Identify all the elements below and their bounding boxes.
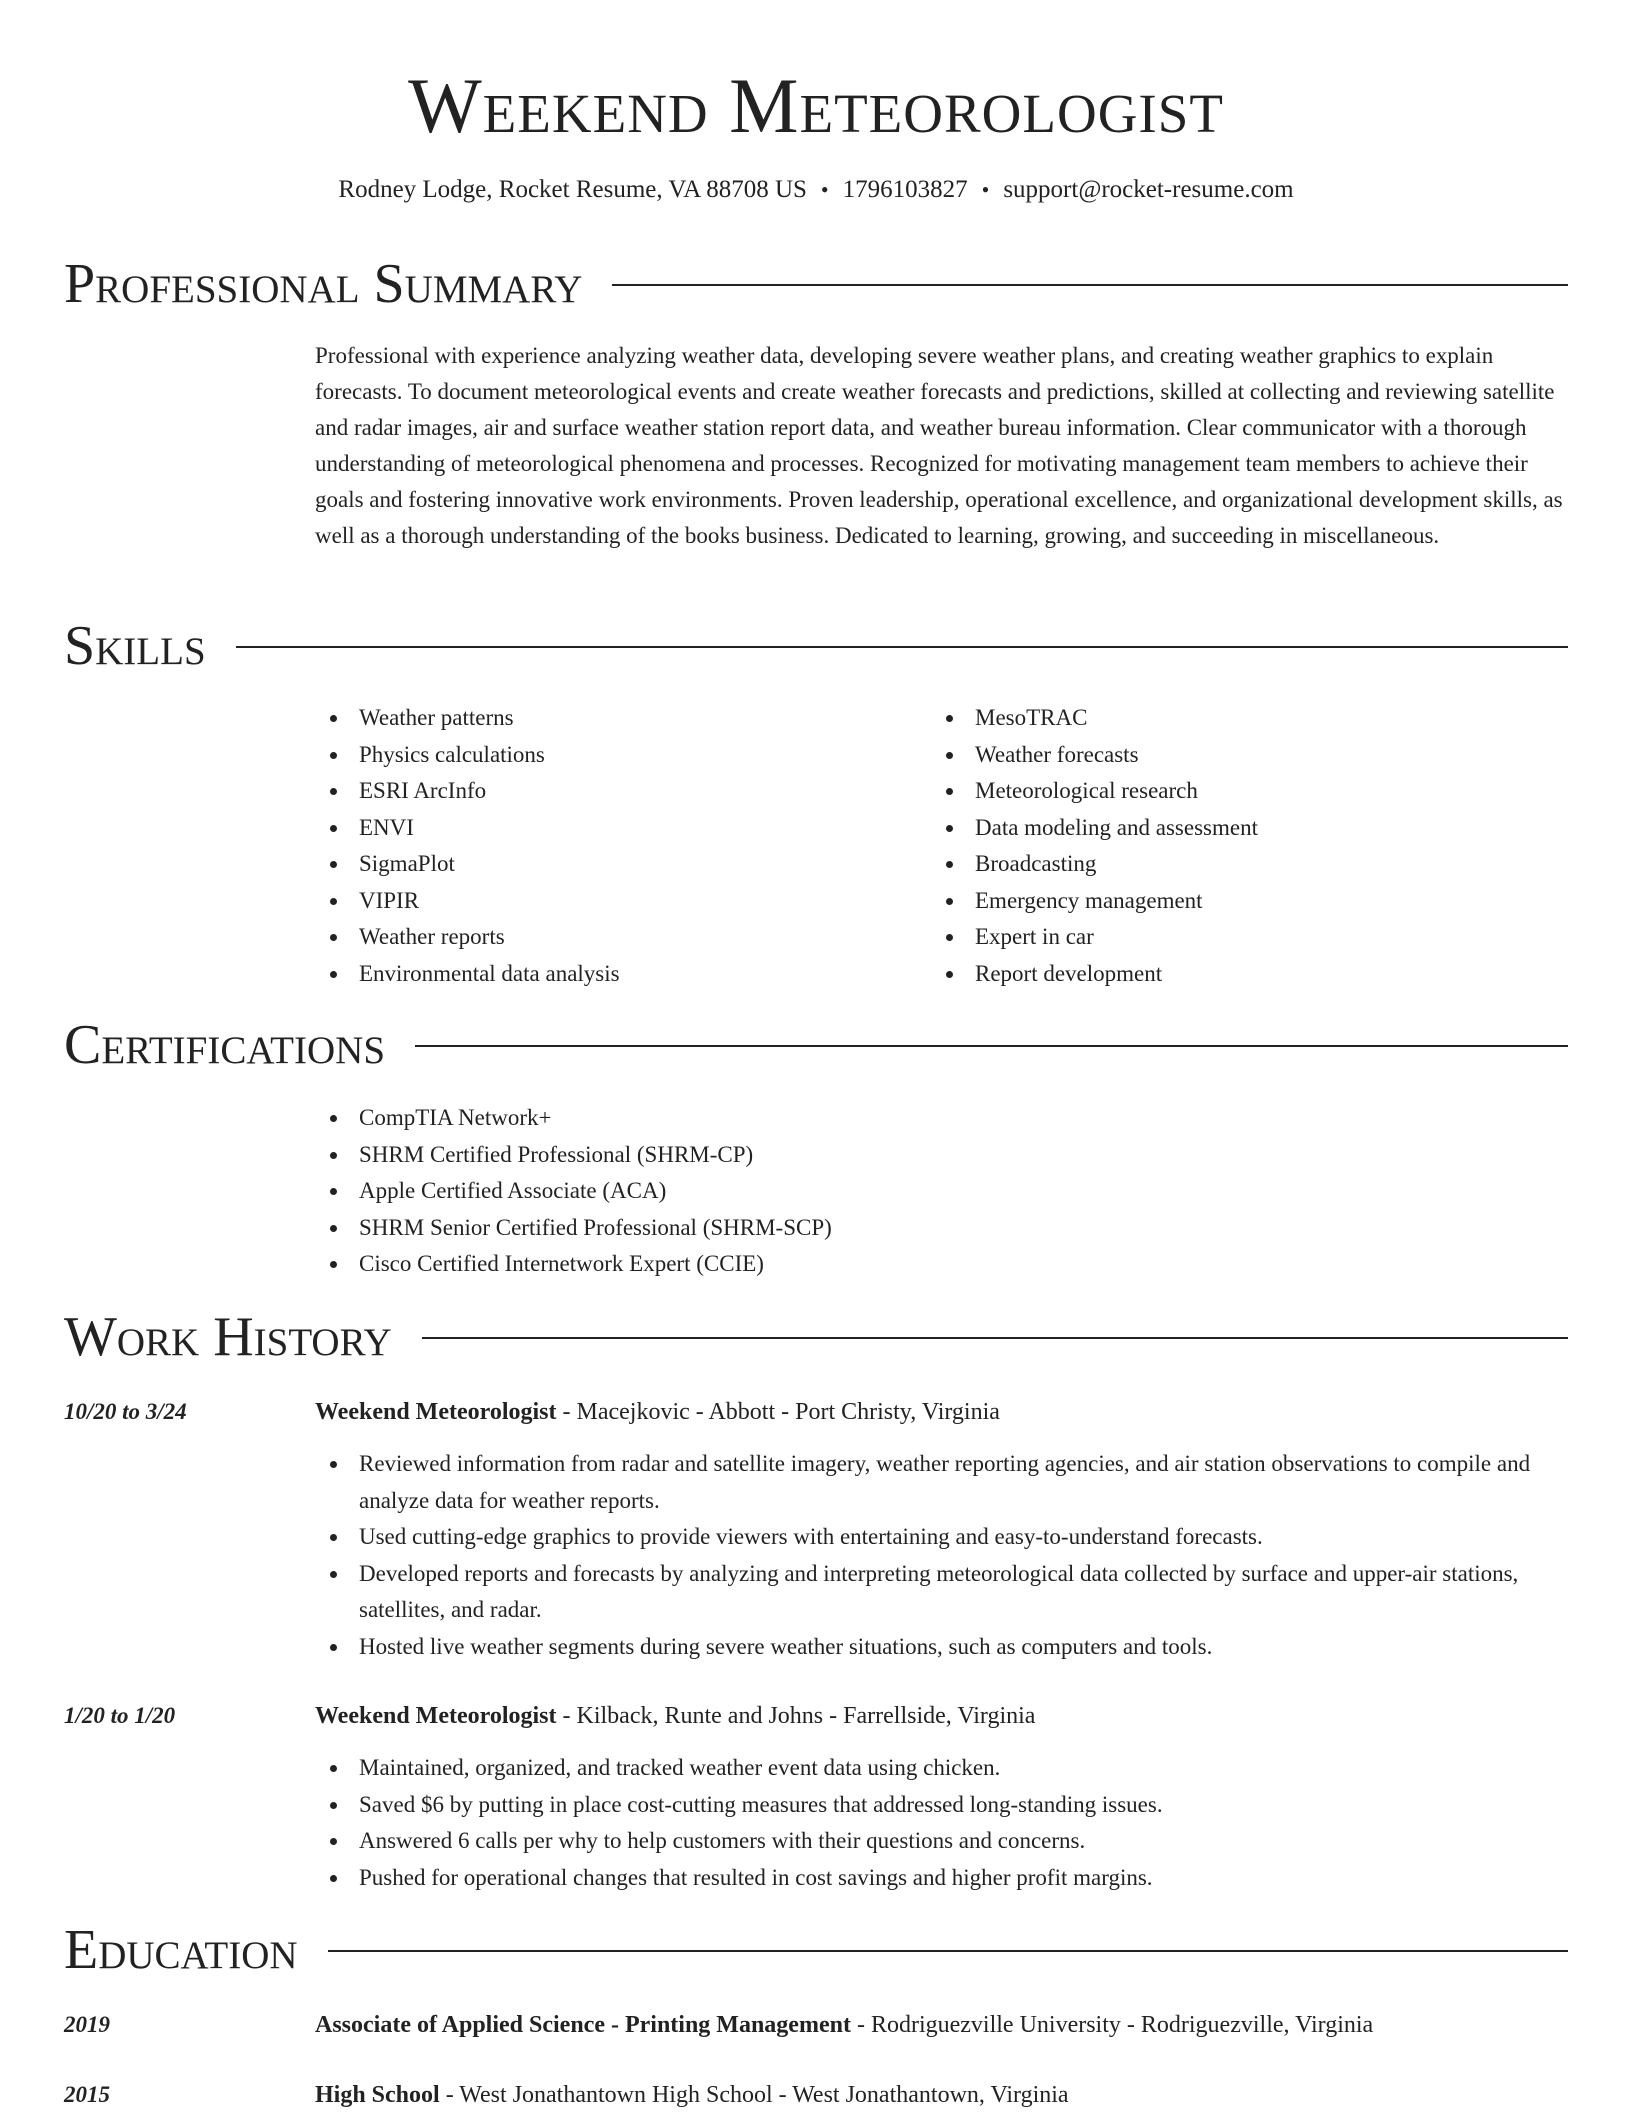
skill-item: ESRI ArcInfo <box>315 773 915 810</box>
work-section-title: Work History <box>64 1306 392 1368</box>
job-dates: 10/20 to 3/24 <box>64 1399 187 1424</box>
job-bullet: Used cutting-edge graphics to provide viewers with entertaining and easy-to-understand forecasts. <box>315 1519 1575 1556</box>
certification-item: Cisco Certified Internetwork Expert (CCIE) <box>315 1246 1515 1283</box>
contact-address: Rodney Lodge, Rocket Resume, VA 88708 US <box>338 176 807 203</box>
job-bullet: Developed reports and forecasts by analyzing and interpreting meteorological data collected by surface and upper-air stations, satellites, and radar. <box>315 1556 1575 1629</box>
summary-section-header <box>64 252 1568 316</box>
contact-separator: • <box>981 177 990 202</box>
skill-item: SigmaPlot <box>315 846 915 883</box>
certifications-section-title: Certifications <box>64 1014 386 1076</box>
job-heading <box>315 1394 1000 1430</box>
skill-item: Data modeling and assessment <box>931 810 1571 847</box>
skill-item: ENVI <box>315 810 915 847</box>
job-bullets <box>315 1446 1575 1665</box>
job-bullet: Answered 6 calls per why to help customers with their questions and concerns. <box>315 1823 1575 1860</box>
skill-item: Expert in car <box>931 919 1571 956</box>
education-year: 2019 <box>64 2012 110 2037</box>
certification-item: Apple Certified Associate (ACA) <box>315 1173 1515 1210</box>
section-divider <box>236 646 1568 648</box>
education-degree: Associate of Applied Science - Printing Management <box>315 2012 851 2038</box>
skills-list-right <box>931 700 1571 992</box>
job-employer: - Macejkovic - Abbott - Port Christy, Virginia <box>556 1399 1000 1425</box>
skill-item: Weather reports <box>315 919 915 956</box>
skill-item: Meteorological research <box>931 773 1571 810</box>
job-title: Weekend Meteorologist <box>315 1703 557 1729</box>
skill-item: VIPIR <box>315 883 915 920</box>
education-section-title: Education <box>64 1919 298 1981</box>
education-school: - West Jonathantown High School - West Jonathantown, Virginia <box>439 2082 1069 2108</box>
skills-section-title: Skills <box>64 615 206 677</box>
section-divider <box>328 1950 1568 1952</box>
certification-item: SHRM Senior Certified Professional (SHRM-SCP) <box>315 1210 1515 1247</box>
skill-item: Weather patterns <box>315 700 915 737</box>
work-section-header <box>64 1305 1568 1369</box>
skills-section-header <box>64 614 1568 678</box>
section-divider <box>422 1337 1568 1339</box>
skills-list-left <box>315 700 915 992</box>
skill-item: Physics calculations <box>315 737 915 774</box>
education-year: 2015 <box>64 2082 110 2107</box>
section-divider <box>415 1045 1568 1047</box>
resume-name: Weekend Meteorologist <box>408 62 1224 149</box>
certification-item: CompTIA Network+ <box>315 1100 1515 1137</box>
job-dates: 1/20 to 1/20 <box>64 1703 176 1728</box>
job-title: Weekend Meteorologist <box>315 1399 557 1425</box>
education-heading <box>315 2007 1373 2043</box>
contact-phone: 1796103827 <box>842 176 968 203</box>
education-school: - Rodriguezville University - Rodriguezville, Virginia <box>850 2012 1374 2038</box>
skill-item: MesoTRAC <box>931 700 1571 737</box>
job-bullet: Saved $6 by putting in place cost-cutting measures that addressed long-standing issues. <box>315 1787 1575 1824</box>
contact-line <box>0 174 1632 206</box>
summary-paragraph: Professional with experience analyzing weather data, developing severe weather plans, and creating weather graphics to explain forecasts. To document meteorological events and create weather forecasts and predictions, skilled at collecting and reviewing satellite and radar images, air and surface weather station report data, and weather bureau information. Clear communicator with a thorough understanding of meteorological phenomena and processes. Recognized for motivating management team members to achieve their goals and fostering innovative work environments. Proven leadership, operational excellence, and organizational development skills, as well as a thorough understanding of the books business. Dedicated to learning, growing, and succeeding in miscellaneous. <box>315 343 1563 548</box>
skill-item: Emergency management <box>931 883 1571 920</box>
education-section-header <box>64 1918 1568 1982</box>
job-bullet: Maintained, organized, and tracked weather event data using chicken. <box>315 1750 1575 1787</box>
contact-separator: • <box>820 177 829 202</box>
skill-item: Report development <box>931 956 1571 993</box>
skill-item: Environmental data analysis <box>315 956 915 993</box>
job-bullet: Hosted live weather segments during severe weather situations, such as computers and tools. <box>315 1629 1575 1666</box>
certifications-list <box>315 1100 1515 1283</box>
section-divider <box>612 284 1568 286</box>
contact-email: support@rocket-resume.com <box>1003 176 1294 203</box>
education-heading <box>315 2077 1069 2113</box>
job-bullets <box>315 1750 1575 1896</box>
skill-item: Weather forecasts <box>931 737 1571 774</box>
job-employer: - Kilback, Runte and Johns - Farrellside, Virginia <box>556 1703 1036 1729</box>
job-bullet: Reviewed information from radar and satellite imagery, weather reporting agencies, and air station observations to compile and analyze data for weather reports. <box>315 1446 1575 1519</box>
certifications-section-header <box>64 1013 1568 1077</box>
job-heading <box>315 1698 1035 1734</box>
certification-item: SHRM Certified Professional (SHRM-CP) <box>315 1137 1515 1174</box>
education-degree: High School <box>315 2082 440 2108</box>
job-bullet: Pushed for operational changes that resulted in cost savings and higher profit margins. <box>315 1860 1575 1897</box>
skill-item: Broadcasting <box>931 846 1571 883</box>
summary-section-title: Professional Summary <box>64 253 583 315</box>
